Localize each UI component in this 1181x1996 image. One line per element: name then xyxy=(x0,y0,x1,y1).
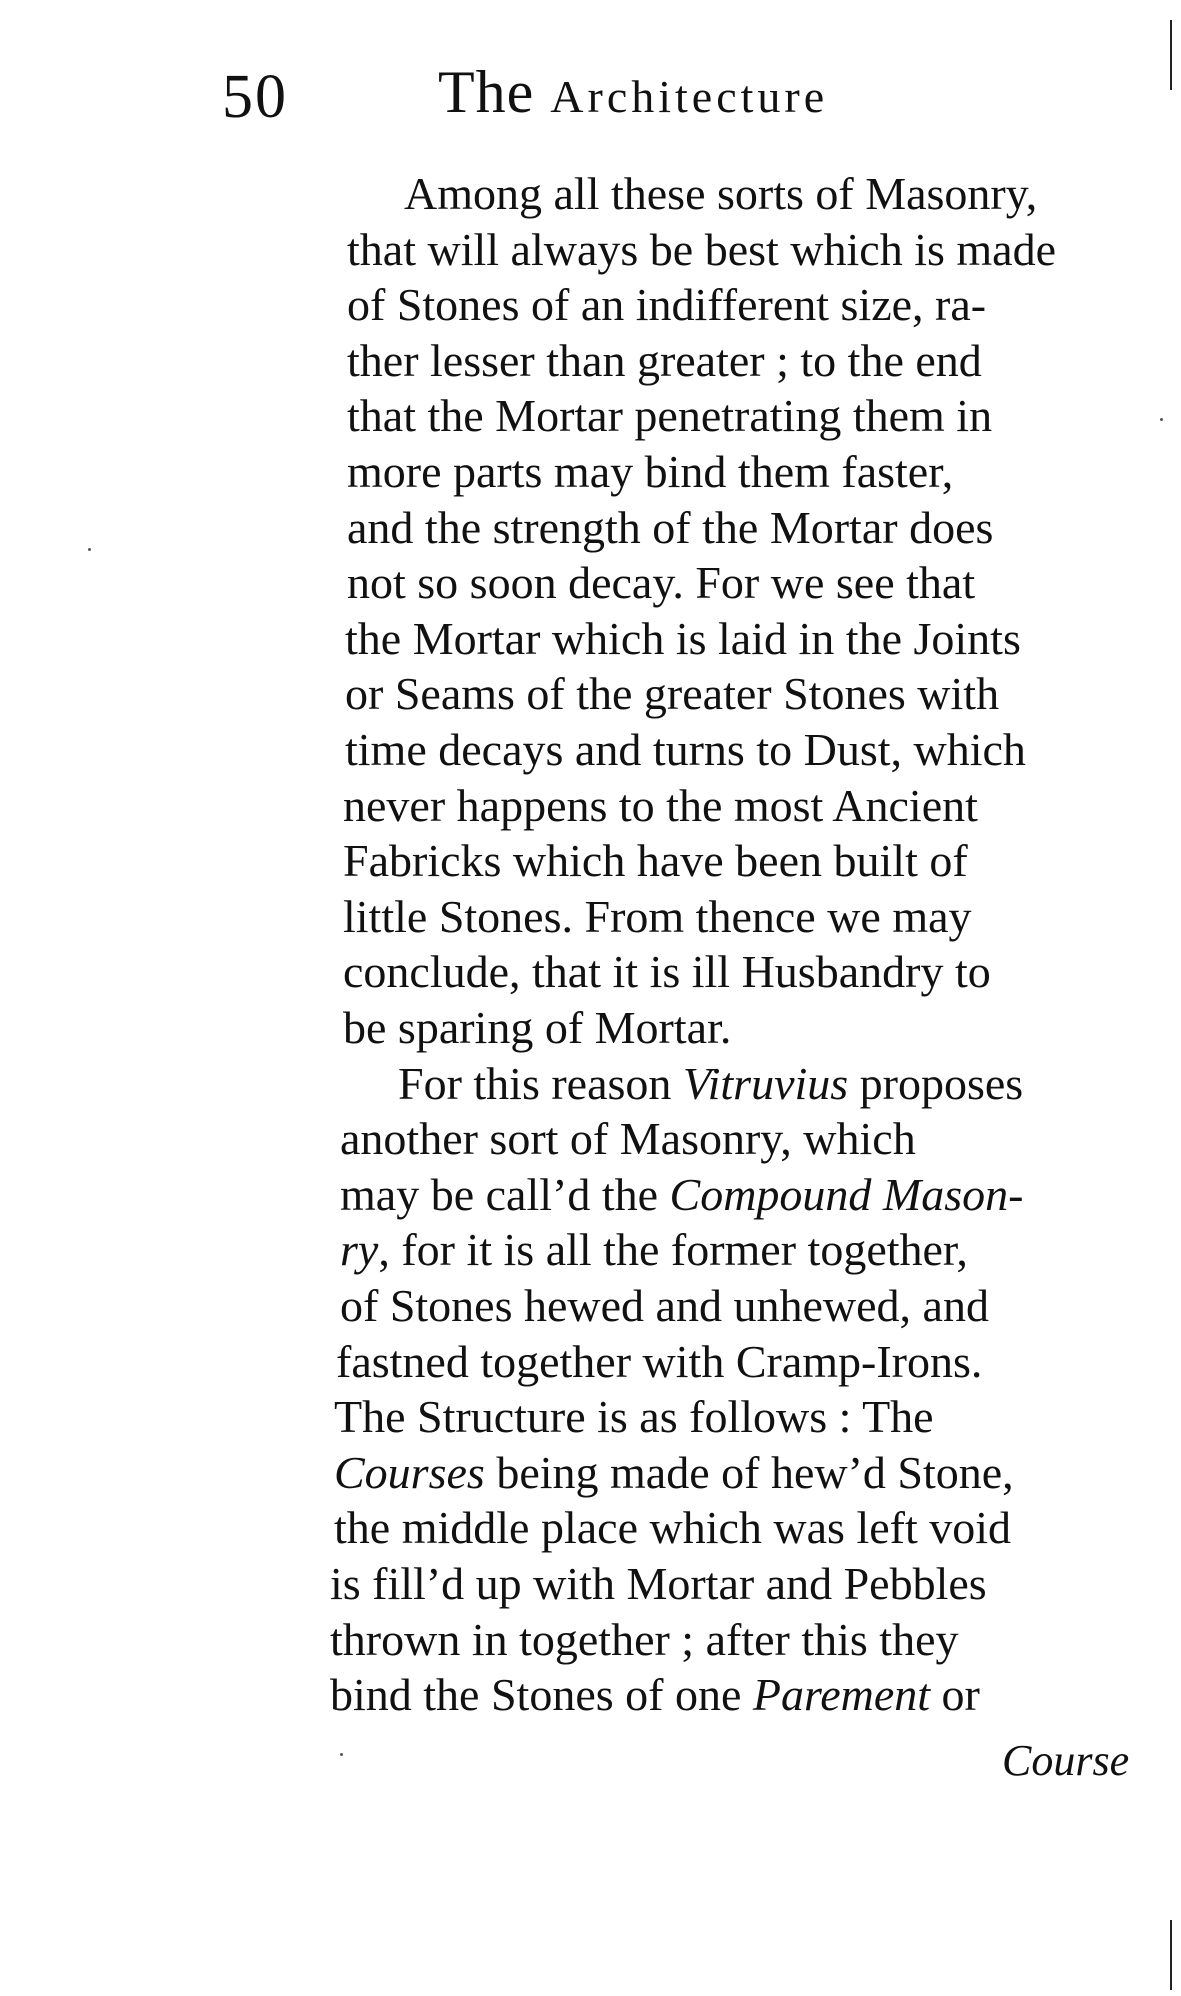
line-text: not so soon decay. For we see that xyxy=(347,557,976,608)
text-line xyxy=(343,889,1130,945)
line-text: conclude, that it is ill Husbandry to xyxy=(343,946,991,997)
line-text: or Seams of the greater Stones with xyxy=(345,668,1000,719)
text-line xyxy=(334,1500,1130,1556)
text-line xyxy=(340,1222,1130,1278)
line-text: the middle place which was left void xyxy=(334,1502,1012,1553)
text-line xyxy=(343,778,1130,834)
speck xyxy=(88,548,91,551)
text-line xyxy=(347,500,1130,556)
line-text: Fabricks which have been built of xyxy=(343,835,968,886)
line-text: of Stones hewed and unhewed, and xyxy=(340,1280,989,1331)
line-text: never happens to the most Ancient xyxy=(343,780,978,831)
text-line xyxy=(340,1111,1130,1167)
text-line xyxy=(345,666,1130,722)
text-line xyxy=(347,388,1130,444)
text-line xyxy=(347,222,1130,278)
text-line xyxy=(340,1278,1130,1334)
text-line xyxy=(334,1445,1130,1501)
italic-text: ry xyxy=(340,1224,379,1275)
line-text: being made of hew’d Stone, xyxy=(484,1447,1014,1498)
line-text: more parts may bind them faster, xyxy=(347,446,954,497)
page-number: 50 xyxy=(222,63,288,131)
text-line xyxy=(404,166,1130,222)
text-line xyxy=(343,944,1130,1000)
text-line xyxy=(345,611,1130,667)
line-text: be sparing of Mortar. xyxy=(343,1002,732,1053)
text-line xyxy=(343,1000,1130,1056)
text-line xyxy=(330,1556,1130,1612)
speck xyxy=(340,1753,343,1756)
text-line xyxy=(347,444,1130,500)
line-text: For this reason xyxy=(398,1058,683,1109)
line-text: of Stones of an indifferent size, ra- xyxy=(347,279,987,330)
speck xyxy=(1160,418,1163,421)
italic-text: Parement xyxy=(752,1669,931,1720)
text-line xyxy=(336,1334,1130,1390)
text-line xyxy=(347,277,1130,333)
catchword: Course xyxy=(1002,1736,1130,1785)
line-text: thrown in together ; after this they xyxy=(330,1614,959,1665)
line-text: another sort of Masonry, which xyxy=(340,1113,916,1164)
italic-text: Courses xyxy=(334,1447,485,1498)
line-text: the Mortar which is laid in the Joints xyxy=(345,613,1021,664)
text-line xyxy=(347,555,1130,611)
italic-text: Vitruvius xyxy=(682,1058,849,1109)
running-head xyxy=(438,59,829,125)
line-text: little Stones. From thence we may xyxy=(343,891,972,942)
line-text: , for it is all the former together, xyxy=(378,1224,968,1275)
text-line xyxy=(345,722,1130,778)
text-line xyxy=(334,1389,1130,1445)
running-head-small-caps: Architecture xyxy=(550,71,829,122)
page-edge-mark-top xyxy=(1170,20,1172,90)
line-text: The Structure is as follows : The xyxy=(334,1391,934,1442)
text-line xyxy=(347,333,1130,389)
running-head-word: The xyxy=(438,59,551,125)
italic-text: Compound Mason- xyxy=(669,1169,1024,1220)
text-line xyxy=(330,1667,1130,1723)
text-line xyxy=(343,833,1130,889)
text-line xyxy=(330,1612,1130,1668)
line-text: may be call’d the xyxy=(340,1169,670,1220)
line-text: bind the Stones of one xyxy=(330,1669,753,1720)
text-line xyxy=(340,1167,1130,1223)
text-line xyxy=(398,1056,1130,1112)
line-text: fastned together with Cramp-Irons. xyxy=(336,1336,983,1387)
line-text: that will always be best which is made xyxy=(347,224,1057,275)
line-text: Among all these sorts of Masonry, xyxy=(404,168,1038,219)
line-text: is fill’d up with Mortar and Pebbles xyxy=(330,1558,987,1609)
page-edge-mark-bottom xyxy=(1170,1920,1172,1990)
line-text: and the strength of the Mortar does xyxy=(347,502,994,553)
line-text: time decays and turns to Dust, which xyxy=(345,724,1026,775)
line-text: proposes xyxy=(848,1058,1024,1109)
line-text: or xyxy=(930,1669,980,1720)
line-text: ther lesser than greater ; to the end xyxy=(347,335,982,386)
line-text: that the Mortar penetrating them in xyxy=(347,390,993,441)
